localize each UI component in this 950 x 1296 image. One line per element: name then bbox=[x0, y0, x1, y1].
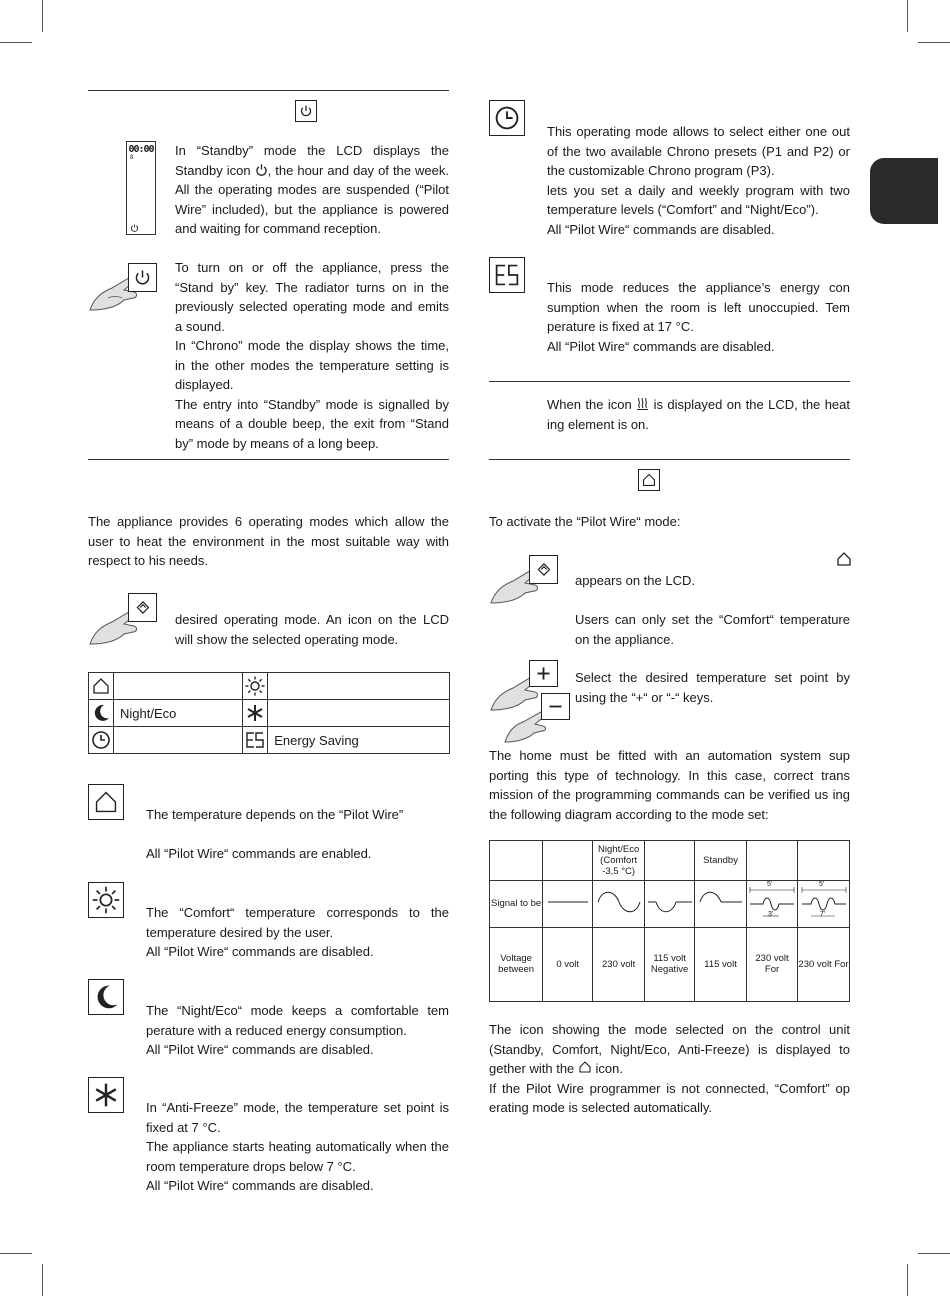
pilot-text: The temperature depends on the “Pilot Wire” bbox=[146, 807, 404, 822]
standby-icon bbox=[295, 100, 317, 122]
snowflake-icon bbox=[243, 700, 268, 727]
chrono-display-text: In “Chrono” mode the display shows the time, in the other modes the temperature setting is displayed. bbox=[175, 338, 449, 392]
es-icon bbox=[243, 727, 268, 754]
night-eco-description bbox=[146, 1001, 449, 1060]
header-cell bbox=[490, 841, 543, 881]
table-row bbox=[89, 673, 450, 700]
standby-inline-icon bbox=[255, 163, 268, 176]
house-icon bbox=[578, 1060, 592, 1074]
voltage-value: 0 volt bbox=[543, 927, 593, 1001]
night-text: The “Night/Eco“ mode keeps a comfortable tem perature with a reduced energy consumption. bbox=[146, 1003, 449, 1038]
clock-icon bbox=[89, 727, 114, 754]
section-divider bbox=[489, 381, 850, 382]
select-setpoint-text: Select the desired temperature set point by using the “+“ or “-“ keys. bbox=[575, 670, 850, 705]
mode-key[interactable] bbox=[128, 593, 157, 622]
mode-key[interactable] bbox=[529, 555, 558, 584]
chrono-commands-text: All “Pilot Wire“ commands are disabled. bbox=[547, 221, 775, 237]
pilot-wire-signal-table bbox=[489, 840, 850, 1002]
automation-requirement: The home must be fitted with an automation system sup porting this type of technology. In this case, correct trans mission of the programming commands can be verified us ing the following diagram according to the mode set: bbox=[489, 748, 850, 822]
pulse-period-label: 5' bbox=[819, 881, 825, 889]
programmer-not-connected-text: If the Pilot Wire programmer is not connected, “Comfort” op erating mode is selected automatically. bbox=[489, 1080, 850, 1115]
standby-press-text: To turn on or off the appliance, press the “Stand by” key. The radiator turns on in the previously selected operating mode and emits a sound. bbox=[175, 260, 449, 334]
header-cell-night-eco: Night/Eco (Comfort -3,5 °C) bbox=[593, 841, 645, 881]
lcd-display bbox=[126, 141, 156, 235]
energy-saving-text: This mode reduces the appliance’s energy con sumption when the room is left unoccupied. Tem perature is fixed at 17 °C. bbox=[547, 280, 850, 334]
comfort-text: The “Comfort“ temperature corresponds to the temperature desired by the user. bbox=[146, 905, 449, 940]
pulse-duration-label: 3' bbox=[768, 911, 774, 919]
beep-text: The entry into “Standby” mode is signalled by means of a double beep, the exit from “Stand by” mode by means of a long beep. bbox=[175, 396, 449, 451]
energy-saving-commands-text: All “Pilot Wire“ commands are disabled. bbox=[547, 338, 775, 354]
signal-positive-half bbox=[695, 881, 747, 927]
voltage-value: 115 volt bbox=[695, 927, 747, 1001]
pulse-period-label: 5' bbox=[767, 881, 773, 889]
house-icon bbox=[88, 784, 124, 820]
comfort-commands-text: All “Pilot Wire“ commands are disabled. bbox=[146, 944, 374, 959]
heating-element-note bbox=[547, 395, 850, 434]
house-icon bbox=[89, 673, 114, 700]
anti-freeze-heating-text: The appliance starts heating automatically when the room temperature drops below 7 °C. bbox=[146, 1139, 449, 1174]
minus-key[interactable] bbox=[541, 693, 570, 720]
mode-select-text: desired operating mode. An icon on the LCD will show the selected operating mode. bbox=[175, 612, 449, 647]
activate-pilot-wire: To activate the “Pilot Wire“ mode: bbox=[489, 514, 681, 529]
icon-text-a: The icon showing the mode selected on the control unit (Standby, Comfort, Night/Eco, Anti-Freeze) is displayed to gether with the bbox=[489, 1022, 850, 1076]
pilot-commands-text: All “Pilot Wire“ commands are enabled. bbox=[146, 846, 372, 861]
voltage-value: 230 volt For bbox=[798, 927, 850, 1001]
lcd-standby-icon bbox=[130, 223, 139, 232]
chrono-program-text: lets you set a daily and weekly program with two temperature levels (“Comfort” and “Night/Eco”). bbox=[547, 182, 850, 217]
voltage-value: 230 volt bbox=[593, 927, 645, 1001]
heat-text-b: is displayed on the LCD, the heat ing element is on. bbox=[547, 397, 851, 432]
moon-icon bbox=[89, 700, 114, 727]
table-row bbox=[490, 841, 850, 881]
pilot-wire-description bbox=[146, 805, 449, 864]
header-cell-standby: Standby bbox=[695, 841, 747, 881]
voltage-label: Voltage between bbox=[490, 927, 543, 1001]
sun-icon bbox=[243, 673, 268, 700]
moon-icon bbox=[88, 979, 124, 1015]
lcd-small-digit: 8 bbox=[130, 155, 134, 161]
es-icon bbox=[489, 257, 525, 293]
mode-label bbox=[114, 727, 243, 754]
signal-negative-half bbox=[645, 881, 695, 927]
signal-flat bbox=[543, 881, 593, 927]
chrono-text: This operating mode allows to select either one out of the two available Chrono presets (P1 and P2) or the customizable Chrono program (P3). bbox=[547, 124, 850, 178]
anti-freeze-text: In “Anti-Freeze” mode, the temperature set point is fixed at 7 °C. bbox=[146, 1100, 449, 1135]
crop-mark bbox=[907, 0, 908, 32]
comfort-only-note: Users can only set the “Comfort“ temperature on the appliance. bbox=[575, 612, 850, 647]
voltage-value: 230 volt For bbox=[747, 927, 798, 1001]
sun-icon bbox=[88, 882, 124, 918]
header-cell bbox=[747, 841, 798, 881]
anti-freeze-description bbox=[146, 1098, 449, 1196]
comfort-description bbox=[146, 903, 449, 962]
table-row bbox=[89, 727, 450, 754]
crop-mark bbox=[918, 42, 950, 43]
plus-key[interactable] bbox=[529, 660, 558, 687]
table-row bbox=[89, 700, 450, 727]
section-divider bbox=[88, 90, 449, 91]
standby-key[interactable] bbox=[128, 263, 157, 292]
heat-text-a: When the icon bbox=[547, 397, 637, 412]
signal-full-sine bbox=[593, 881, 645, 927]
mode-label-night-eco: Night/Eco bbox=[114, 700, 243, 727]
header-cell bbox=[645, 841, 695, 881]
anti-freeze-commands-text: All “Pilot Wire“ commands are disabled. bbox=[146, 1178, 374, 1193]
lcd-time: 00:00 bbox=[128, 144, 154, 155]
table-row bbox=[490, 927, 850, 1001]
mode-label bbox=[268, 673, 450, 700]
night-commands-text: All “Pilot Wire“ commands are disabled. bbox=[146, 1042, 374, 1057]
signal-pulse-3s bbox=[747, 881, 798, 927]
heating-icon bbox=[636, 397, 649, 410]
icon-text-b: icon. bbox=[591, 1061, 623, 1076]
section-divider bbox=[88, 459, 449, 460]
crop-mark bbox=[0, 42, 32, 43]
standby-text-a: In “Standby” mode the LCD displays the Standby icon bbox=[175, 143, 449, 178]
clock-icon bbox=[489, 100, 525, 136]
icon-display-note bbox=[489, 1020, 850, 1118]
crop-mark bbox=[918, 1253, 950, 1254]
house-icon bbox=[836, 551, 852, 567]
crop-mark bbox=[0, 1253, 32, 1254]
modes-table bbox=[88, 672, 450, 754]
pulse-duration-label: 7' bbox=[820, 911, 826, 919]
standby-text-b: , the hour and day of the week. All the operating modes are suspended (“Pilot Wire” included), but the appliance is powered and waiting for command reception. bbox=[175, 162, 449, 236]
section-divider bbox=[489, 459, 850, 460]
house-icon bbox=[638, 469, 660, 491]
snowflake-icon bbox=[88, 1077, 124, 1113]
page-tab-marker bbox=[870, 158, 938, 224]
standby-instructions bbox=[175, 258, 449, 453]
mode-label-energy-saving: Energy Saving bbox=[268, 727, 450, 754]
modes-intro: The appliance provides 6 operating modes which allow the user to heat the environment in the most suitable way with respect to his needs. bbox=[88, 514, 449, 568]
header-cell bbox=[798, 841, 850, 881]
table-row bbox=[490, 881, 850, 927]
crop-mark bbox=[907, 1264, 908, 1296]
mode-label bbox=[114, 673, 243, 700]
chrono-description bbox=[547, 122, 850, 239]
signal-pulse-7s bbox=[798, 881, 850, 927]
crop-mark bbox=[42, 0, 43, 32]
appears-on-lcd: appears on the LCD. bbox=[575, 573, 695, 588]
voltage-value: 115 volt Negative bbox=[645, 927, 695, 1001]
energy-saving-description bbox=[547, 278, 850, 356]
standby-description bbox=[175, 141, 449, 239]
header-cell bbox=[543, 841, 593, 881]
mode-label bbox=[268, 700, 450, 727]
crop-mark bbox=[42, 1264, 43, 1296]
signal-label: Signal to be bbox=[490, 881, 543, 927]
